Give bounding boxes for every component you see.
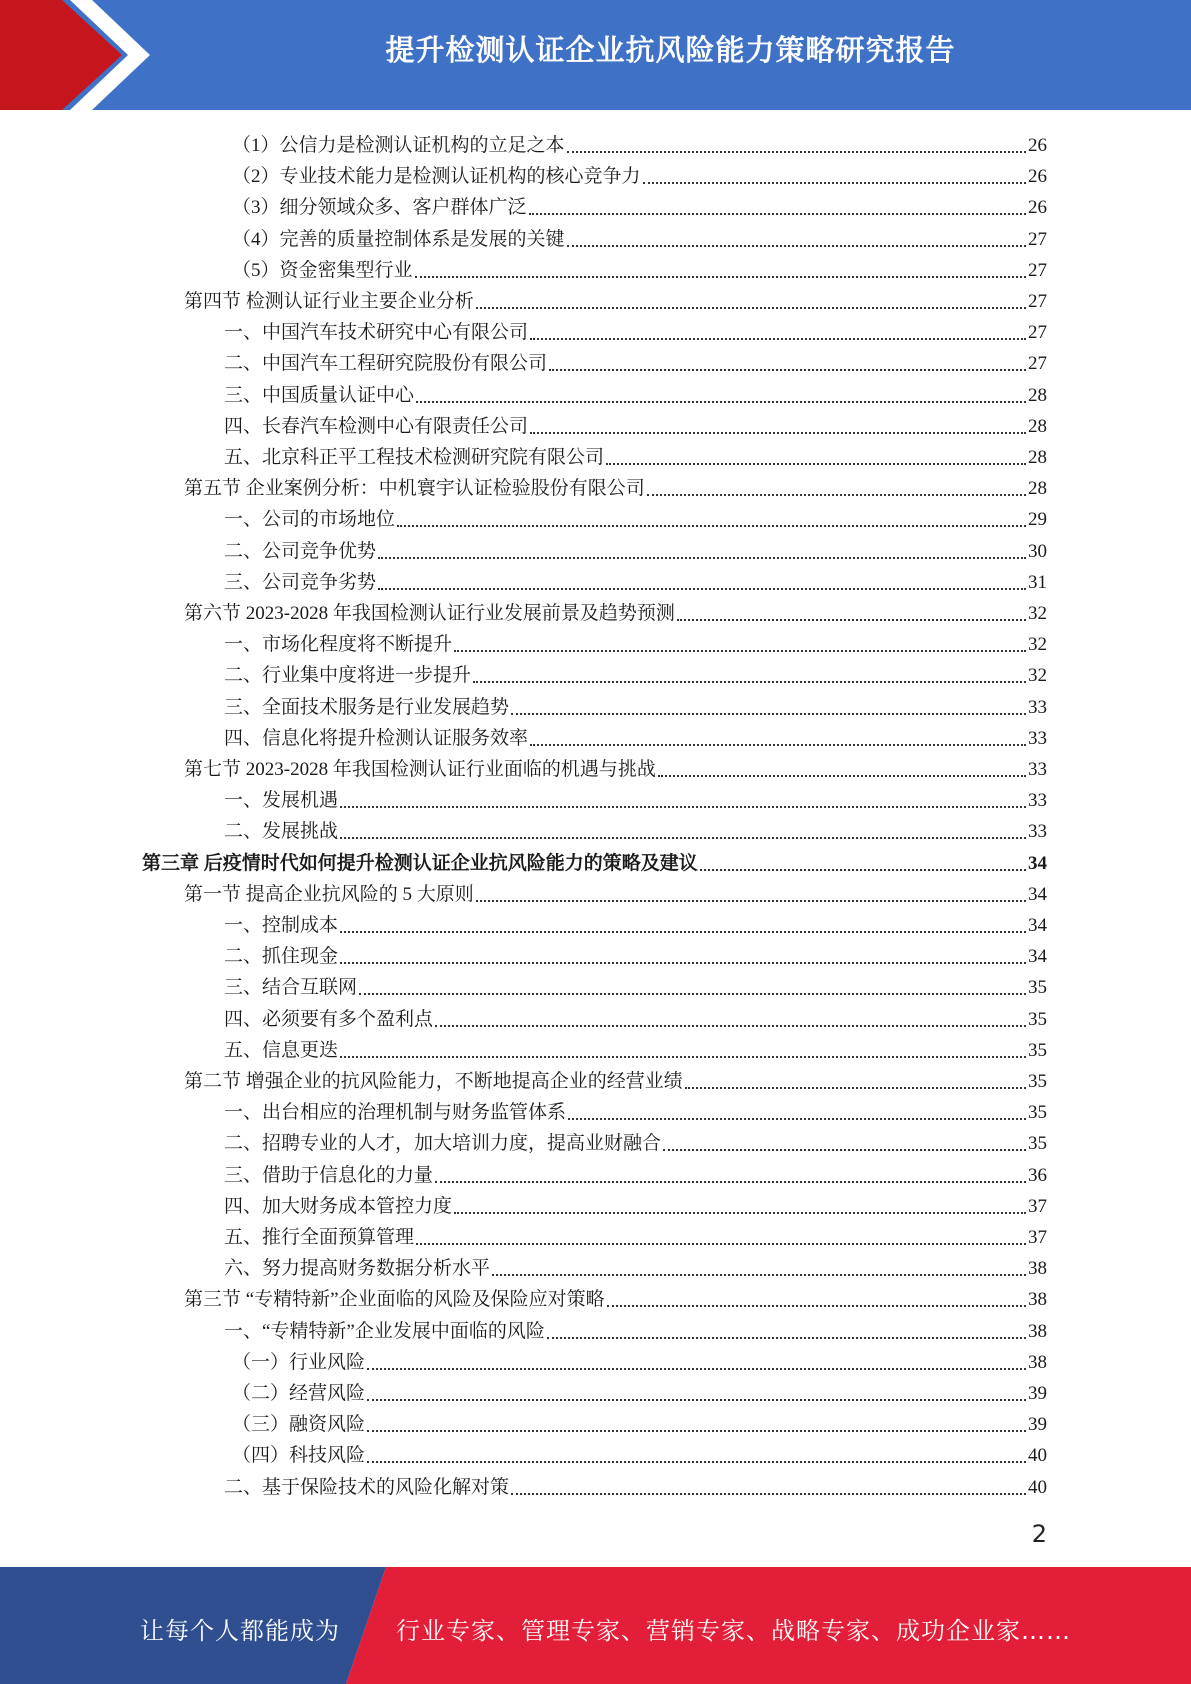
toc-entry[interactable] [224, 565, 1047, 596]
toc-entry[interactable] [232, 1345, 1047, 1376]
toc-dot-leader [547, 1336, 1026, 1339]
toc-entry-title: 五、北京科正平工程技术检测研究院有限公司 [224, 447, 605, 468]
toc-entry-page: 28 [1028, 415, 1047, 437]
toc-entry-title: 一、出台相应的治理机制与财务监管体系 [224, 1102, 567, 1124]
toc-entry-title: （4）完善的质量控制体系是发展的关键 [232, 228, 565, 250]
toc-entry-page: 35 [1028, 1071, 1047, 1092]
toc-entry[interactable] [224, 1251, 1047, 1282]
toc-dot-leader [473, 680, 1026, 683]
toc-dot-leader [435, 1024, 1026, 1027]
toc-entry[interactable] [224, 939, 1047, 970]
toc-dot-leader [568, 1117, 1026, 1120]
toc-dot-leader [567, 244, 1026, 247]
toc-entry[interactable] [184, 877, 1047, 908]
toc-entry-title: 二、中国汽车工程研究院股份有限公司 [224, 353, 548, 375]
toc-entry-page: 35 [1028, 1133, 1047, 1155]
toc-entry[interactable] [184, 1282, 1047, 1313]
toc-entry-title: 第三节 “专精特新”企业面临的风险及保险应对策略 [184, 1289, 605, 1311]
toc-dot-leader [685, 1086, 1026, 1089]
toc-dot-leader [367, 1460, 1026, 1463]
toc-entry[interactable] [184, 596, 1047, 627]
toc-entry[interactable] [184, 1064, 1047, 1095]
toc-dot-leader [415, 275, 1026, 278]
toc-entry[interactable] [184, 752, 1047, 783]
toc-entry-page: 26 [1028, 197, 1047, 219]
toc-entry[interactable] [224, 783, 1047, 814]
toc-entry[interactable] [224, 908, 1047, 939]
toc-entry-page: 34 [1028, 883, 1047, 905]
toc-entry-page: 35 [1028, 1008, 1047, 1030]
toc-entry-title: 一、“专精特新”企业发展中面临的风险 [224, 1320, 545, 1342]
toc-entry-title: 二、行业集中度将进一步提升 [224, 665, 472, 687]
toc-dot-leader [397, 524, 1026, 527]
toc-dot-leader [663, 1148, 1026, 1151]
toc-entry[interactable] [224, 1220, 1047, 1251]
toc-entry[interactable] [224, 658, 1047, 689]
toc-entry[interactable] [224, 721, 1047, 752]
toc-entry-title: 四、信息化将提升检测认证服务效率 [224, 727, 529, 749]
toc-dot-leader [435, 1180, 1026, 1183]
toc-entry[interactable] [224, 1470, 1047, 1501]
toc-dot-leader [454, 649, 1026, 652]
toc-entry[interactable] [232, 190, 1047, 221]
toc-dot-leader [340, 1055, 1026, 1058]
toc-entry-page: 28 [1028, 447, 1047, 468]
toc-dot-leader [416, 400, 1026, 403]
toc-entry[interactable] [224, 1033, 1047, 1064]
toc-entry-page: 40 [1028, 1445, 1047, 1467]
toc-entry-page: 37 [1028, 1195, 1047, 1217]
toc-entry[interactable] [224, 1158, 1047, 1189]
toc-entry-title: 二、发展挑战 [224, 821, 339, 843]
toc-dot-leader [530, 337, 1026, 340]
toc-entry-page: 27 [1028, 291, 1047, 312]
toc-entry-title: 三、全面技术服务是行业发展趋势 [224, 696, 510, 718]
toc-entry-title: 三、结合互联网 [224, 977, 358, 999]
toc-dot-leader [529, 212, 1026, 215]
toc-entry-title: 第六节 2023-2028 年我国检测认证行业发展前景及趋势预测 [184, 603, 675, 624]
toc-entry-page: 33 [1028, 790, 1047, 812]
toc-entry[interactable] [232, 1376, 1047, 1407]
toc-entry-title: 四、长春汽车检测中心有限责任公司 [224, 415, 529, 437]
toc-entry-title: 第二节 增强企业的抗风险能力，不断地提高企业的经营业绩 [184, 1071, 683, 1092]
toc-entry-title: （1）公信力是检测认证机构的立足之本 [232, 135, 565, 156]
toc-entry-page: 27 [1028, 259, 1047, 281]
toc-entry-title: （四）科技风险 [232, 1445, 366, 1467]
toc-entry-title: （三）融资风险 [232, 1414, 366, 1436]
toc-entry-title: （2）专业技术能力是检测认证机构的核心竞争力 [232, 166, 641, 188]
toc-entry-page: 27 [1028, 353, 1047, 375]
toc-entry-title: 第一节 提高企业抗风险的 5 大原则 [184, 883, 474, 905]
toc-entry-page: 26 [1028, 166, 1047, 188]
toc-entry[interactable] [224, 440, 1047, 471]
toc-entry-title: 一、市场化程度将不断提升 [224, 634, 453, 656]
toc-dot-leader [511, 1492, 1026, 1495]
toc-dot-leader [378, 587, 1026, 590]
toc-entry-title: 第七节 2023-2028 年我国检测认证行业面临的机遇与挑战 [184, 759, 656, 780]
toc-entry[interactable] [224, 1095, 1047, 1126]
toc-entry[interactable] [224, 534, 1047, 565]
footer-slogan-right: 行业专家、管理专家、营销专家、战略专家、成功企业家…… [396, 1617, 1071, 1645]
toc-entry-page: 32 [1028, 665, 1047, 687]
toc-dot-leader [567, 150, 1026, 153]
toc-dot-leader [658, 774, 1026, 777]
toc-entry-title: （二）经营风险 [232, 1383, 366, 1404]
toc-entry[interactable] [232, 222, 1047, 253]
toc-entry-page: 28 [1028, 478, 1047, 500]
toc-entry-title: 六、努力提高财务数据分析水平 [224, 1258, 491, 1280]
toc-dot-leader [340, 836, 1026, 839]
toc-entry[interactable] [232, 159, 1047, 190]
toc-dot-leader [367, 1398, 1026, 1401]
toc-entry[interactable] [224, 315, 1047, 346]
page-footer [0, 1567, 1191, 1684]
toc-entry[interactable] [224, 346, 1047, 377]
toc-dot-leader [454, 1211, 1026, 1214]
toc-entry[interactable] [232, 1438, 1047, 1469]
toc-entry[interactable] [224, 970, 1047, 1001]
toc-entry-page: 37 [1028, 1227, 1047, 1248]
toc-entry[interactable] [224, 409, 1047, 440]
toc-entry-title: 三、中国质量认证中心 [224, 384, 415, 406]
toc-entry-title: 四、加大财务成本管控力度 [224, 1195, 453, 1217]
toc-entry-page: 33 [1028, 821, 1047, 843]
toc-entry-page: 27 [1028, 228, 1047, 250]
toc-entry-title: 一、控制成本 [224, 915, 339, 936]
toc-entry[interactable] [232, 1407, 1047, 1438]
toc-dot-leader [378, 556, 1026, 559]
toc-entry[interactable] [184, 284, 1047, 315]
toc-entry-title: 二、抓住现金 [224, 946, 339, 968]
toc-entry[interactable] [224, 627, 1047, 658]
toc-dot-leader [367, 1429, 1026, 1432]
toc-dot-leader [647, 493, 1026, 496]
toc-entry[interactable] [224, 1314, 1047, 1345]
toc-entry-title: 二、招聘专业的人才，加大培训力度，提高业财融合 [224, 1133, 662, 1155]
toc-entry-page: 28 [1028, 384, 1047, 406]
toc-entry[interactable] [224, 378, 1047, 409]
page-header [0, 0, 1191, 110]
toc-entry-title: （一）行业风险 [232, 1351, 366, 1373]
toc-entry-page: 38 [1028, 1320, 1047, 1342]
toc-entry[interactable] [224, 1126, 1047, 1157]
toc-entry-page: 32 [1028, 634, 1047, 656]
toc-dot-leader [367, 1367, 1026, 1370]
toc-entry-title: （5）资金密集型行业 [232, 259, 413, 281]
toc-entry-page: 33 [1028, 759, 1047, 780]
toc-entry-page: 38 [1028, 1289, 1047, 1311]
toc-entry-page: 30 [1028, 540, 1047, 562]
toc-entry-title: 第五节 企业案例分析：中机寰宇认证检验股份有限公司 [184, 478, 645, 500]
toc-entry-title: 二、基于保险技术的风险化解对策 [224, 1476, 510, 1498]
toc-dot-leader [530, 431, 1026, 434]
toc-entry-page: 40 [1028, 1476, 1047, 1498]
toc-entry-page: 31 [1028, 571, 1047, 593]
toc-entry-page: 32 [1028, 603, 1047, 624]
toc-entry-title: 一、发展机遇 [224, 790, 339, 812]
toc-entry-page: 26 [1028, 135, 1047, 156]
toc-entry-title: 三、借助于信息化的力量 [224, 1164, 434, 1186]
toc-entry-title: 第四节 检测认证行业主要企业分析 [184, 291, 474, 312]
toc-dot-leader [606, 462, 1026, 465]
toc-dot-leader [416, 1242, 1026, 1245]
report-title: 提升检测认证企业抗风险能力策略研究报告 [385, 33, 956, 67]
toc-entry-page: 35 [1028, 977, 1047, 999]
toc-entry-title: 四、必须要有多个盈利点 [224, 1008, 434, 1030]
toc-entry-title: 三、公司竞争劣势 [224, 571, 377, 593]
toc-entry[interactable] [232, 253, 1047, 284]
toc-dot-leader [340, 930, 1026, 933]
toc-entry-page: 38 [1028, 1258, 1047, 1280]
toc-entry[interactable] [224, 502, 1047, 533]
toc-dot-leader [511, 712, 1026, 715]
toc-entry-title: 一、中国汽车技术研究中心有限公司 [224, 322, 529, 344]
page-number: 2 [1031, 1520, 1047, 1548]
toc-entry-page: 39 [1028, 1414, 1047, 1436]
toc-dot-leader [340, 805, 1026, 808]
toc-entry-title: （3）细分领域众多、客户群体广泛 [232, 197, 527, 219]
toc-entry-title: 二、公司竞争优势 [224, 540, 377, 562]
toc-entry-page: 29 [1028, 509, 1047, 531]
toc-dot-leader [340, 961, 1026, 964]
toc-entry-page: 36 [1028, 1164, 1047, 1186]
footer-slogan-left: 让每个人都能成为 [140, 1617, 340, 1645]
toc-entry-page: 39 [1028, 1383, 1047, 1404]
toc-dot-leader [643, 181, 1026, 184]
toc-entry-title: 五、推行全面预算管理 [224, 1227, 415, 1248]
header-arrow-decoration [0, 0, 180, 110]
toc-entry-title: 五、信息更迭 [224, 1039, 339, 1061]
toc-dot-leader [677, 618, 1026, 621]
toc-entry-page: 34 [1028, 946, 1047, 968]
toc-entry-page: 33 [1028, 696, 1047, 718]
toc-entry[interactable] [224, 690, 1047, 721]
toc-entry[interactable] [142, 846, 1047, 877]
toc-entry-title: 第三章 后疫情时代如何提升检测认证企业抗风险能力的策略及建议 [142, 852, 698, 874]
toc-entry-title: 一、公司的市场地位 [224, 509, 396, 531]
toc-dot-leader [607, 1304, 1026, 1307]
toc-entry[interactable] [224, 1002, 1047, 1033]
toc-entry-page: 35 [1028, 1102, 1047, 1124]
toc-dot-leader [492, 1273, 1026, 1276]
toc-entry-page: 34 [1028, 852, 1047, 874]
toc-entry[interactable] [224, 1189, 1047, 1220]
toc-dot-leader [530, 743, 1026, 746]
toc-entry-page: 34 [1028, 915, 1047, 936]
toc-entry-page: 27 [1028, 322, 1047, 344]
toc-entry[interactable] [184, 471, 1047, 502]
toc-entry-page: 38 [1028, 1351, 1047, 1373]
toc-dot-leader [476, 306, 1026, 309]
toc-dot-leader [359, 992, 1026, 995]
toc-entry-page: 35 [1028, 1039, 1047, 1061]
toc-dot-leader [549, 368, 1026, 371]
toc-entry-page: 33 [1028, 727, 1047, 749]
toc-dot-leader [700, 868, 1026, 871]
toc-entry[interactable] [232, 128, 1047, 159]
toc-dot-leader [476, 899, 1026, 902]
toc-entry[interactable] [224, 814, 1047, 845]
